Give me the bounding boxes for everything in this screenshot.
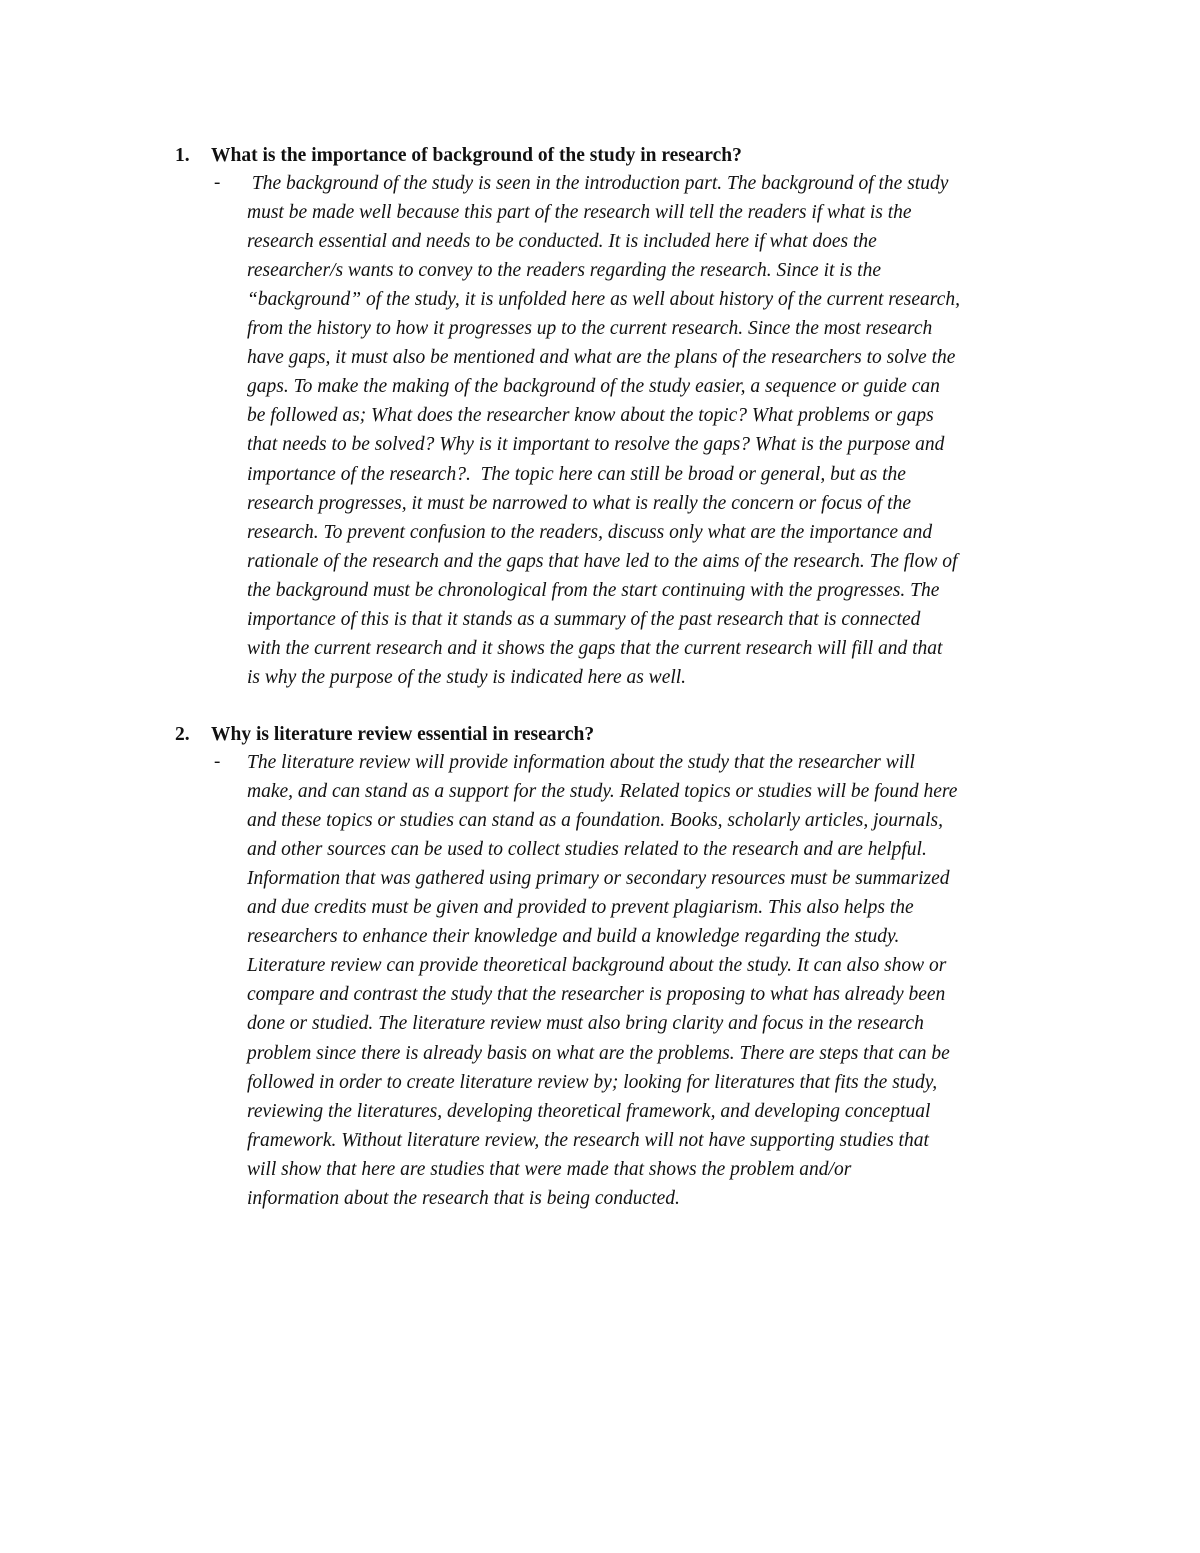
bullet-dash: - (214, 172, 221, 193)
answer-line: importance of this is that it stands as a summary of the past research that is connected (247, 608, 921, 630)
answer-line: with the current research and it shows the gaps that the current research will fill and that (247, 637, 943, 659)
answer-line: research progresses, it must be narrowed to what is really the concern or focus of the (247, 492, 912, 514)
bullet-dash: - (214, 751, 221, 772)
question-number: 1. (175, 145, 190, 166)
answer-line: be followed as; What does the researcher know about the topic? What problems or gaps (247, 405, 934, 427)
answer-line: Information that was gathered using primary or secondary resources must be summarized (247, 868, 950, 890)
answer-line: problem since there is already basis on what are the problems. There are steps that can be (247, 1042, 950, 1064)
answer-line: framework. Without literature review, the research will not have supporting studies that (247, 1129, 929, 1151)
answer-line: research essential and needs to be conducted. It is included here if what does the (247, 231, 877, 253)
question-number: 2. (175, 724, 190, 745)
question-heading: Why is literature review essential in research? (211, 724, 595, 745)
answer-line: compare and contrast the study that the researcher is proposing to what has already been (247, 984, 946, 1006)
answer-line: researchers to enhance their knowledge and build a knowledge regarding the study. (247, 926, 900, 948)
answer-line: importance of the research?. The topic here can still be broad or general, but as the (247, 463, 906, 485)
answer-line: that needs to be solved? Why is it important to resolve the gaps? What is the purpose and (247, 434, 945, 456)
answer-line: done or studied. The literature review must also bring clarity and focus in the research (247, 1013, 924, 1035)
answer-line: information about the research that is being conducted. (247, 1187, 680, 1209)
answer-line: The literature review will provide information about the study that the researcher will (247, 752, 915, 773)
answer-line: The background of the study is seen in the introduction part. The background of the study (247, 173, 949, 194)
answer-line: from the history to how it progresses up to the current research. Since the most research (247, 318, 933, 340)
answer-line: and due credits must be given and provided to prevent plagiarism. This also helps the (247, 897, 914, 919)
answer-line: followed in order to create literature review by; looking for literatures that fits the study, (247, 1071, 938, 1093)
answer-line: make, and can stand as a support for the study. Related topics or studies will be found here (247, 781, 958, 803)
answer-line: research. To prevent confusion to the readers, discuss only what are the importance and (247, 521, 933, 543)
answer-line: have gaps, it must also be mentioned and what are the plans of the researchers to solve the (247, 347, 956, 369)
answer-line: will show that here are studies that were made that shows the problem and/or (247, 1158, 852, 1180)
question-heading: What is the importance of background of the study in research? (211, 145, 742, 166)
answer-line: Literature review can provide theoretical background about the study. It can also show or (247, 955, 947, 977)
answer-line: reviewing the literatures, developing theoretical framework, and developing conceptual (247, 1100, 931, 1122)
answer-line: gaps. To make the making of the background of the study easier, a sequence or guide can (247, 376, 940, 398)
answer-line: rationale of the research and the gaps that have led to the aims of the research. The flow of (247, 550, 958, 572)
answer-line: and other sources can be used to collect studies related to the research and are helpful. (247, 839, 927, 861)
answer-line: researcher/s wants to convey to the readers regarding the research. Since it is the (247, 260, 881, 282)
answer-line: must be made well because this part of the research will tell the readers if what is the (247, 202, 912, 224)
answer-line: “background” of the study, it is unfolded here as well about history of the current research, (247, 289, 960, 311)
answer-line: is why the purpose of the study is indicated here as well. (247, 666, 687, 688)
answer-line: the background must be chronological from the start continuing with the progresses. The (247, 579, 940, 601)
answer-line: and these topics or studies can stand as a foundation. Books, scholarly articles, journals, (247, 810, 944, 832)
